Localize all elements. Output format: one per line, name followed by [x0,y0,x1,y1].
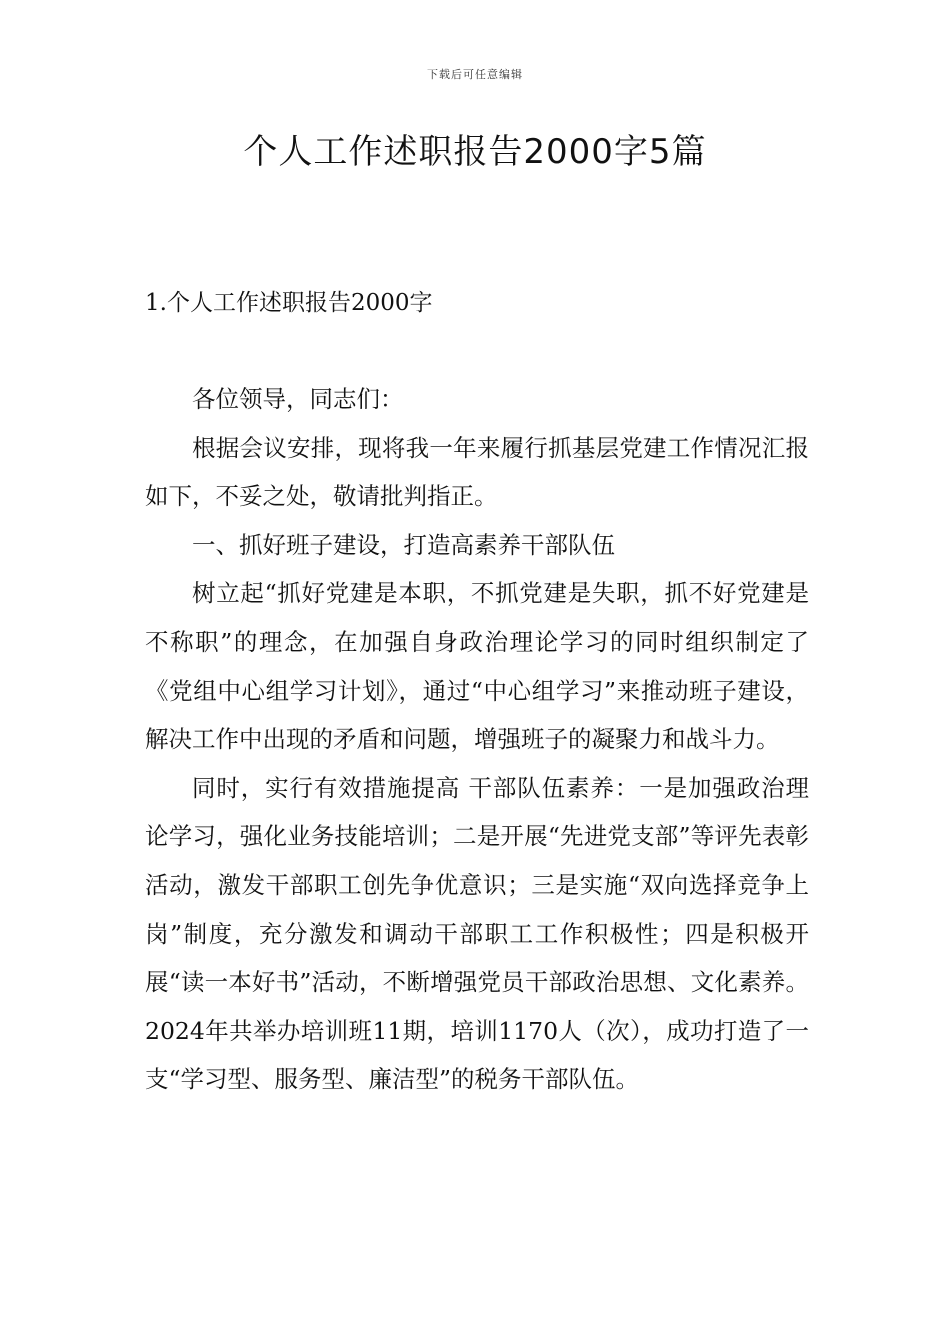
paragraph-body: 同时，实行有效措施提高 干部队伍素养：一是加强政治理论学习，强化业务技能培训；二是开展“先进党支部”等评先表彰活动，激发干部职工创先争优意识；三是实施“双向选择竞争上岗”制度，充分激发和调动干部职工工作积极性；四是积极开展“读一本好书”活动，不断增强党员干部政治思想、文化素养。2024年共举办培训班11期，培训1170人（次），成功打造了一支“学习型、服务型、廉洁型”的税务干部队伍。 [145,773,809,1094]
paragraph-body: 树立起“抓好党建是本职，不抓党建是失职，抓不好党建是不称职”的理念，在加强自身政治理论学习的同时组织制定了《党组中心组学习计划》，通过“中心组学习”来推动班子建设，解决工作中出现的矛盾和问题，增强班子的凝聚力和战斗力。 [145,579,809,754]
header-note: 下载后可任意编辑 [427,68,523,81]
section-title: 1.个人工作述职报告2000字 [145,290,433,316]
document-body [145,375,809,1104]
paragraph-intro: 根据会议安排，现将我一年来履行抓基层党建工作情况汇报如下，不妥之处，敬请批判指正。 [145,433,809,511]
document-title: 个人工作述职报告2000字5篇 [243,132,707,172]
paragraph-heading-one: 一、抓好班子建设，打造高素养干部队伍 [192,530,615,559]
paragraph-greeting: 各位领导，同志们： [192,385,404,413]
